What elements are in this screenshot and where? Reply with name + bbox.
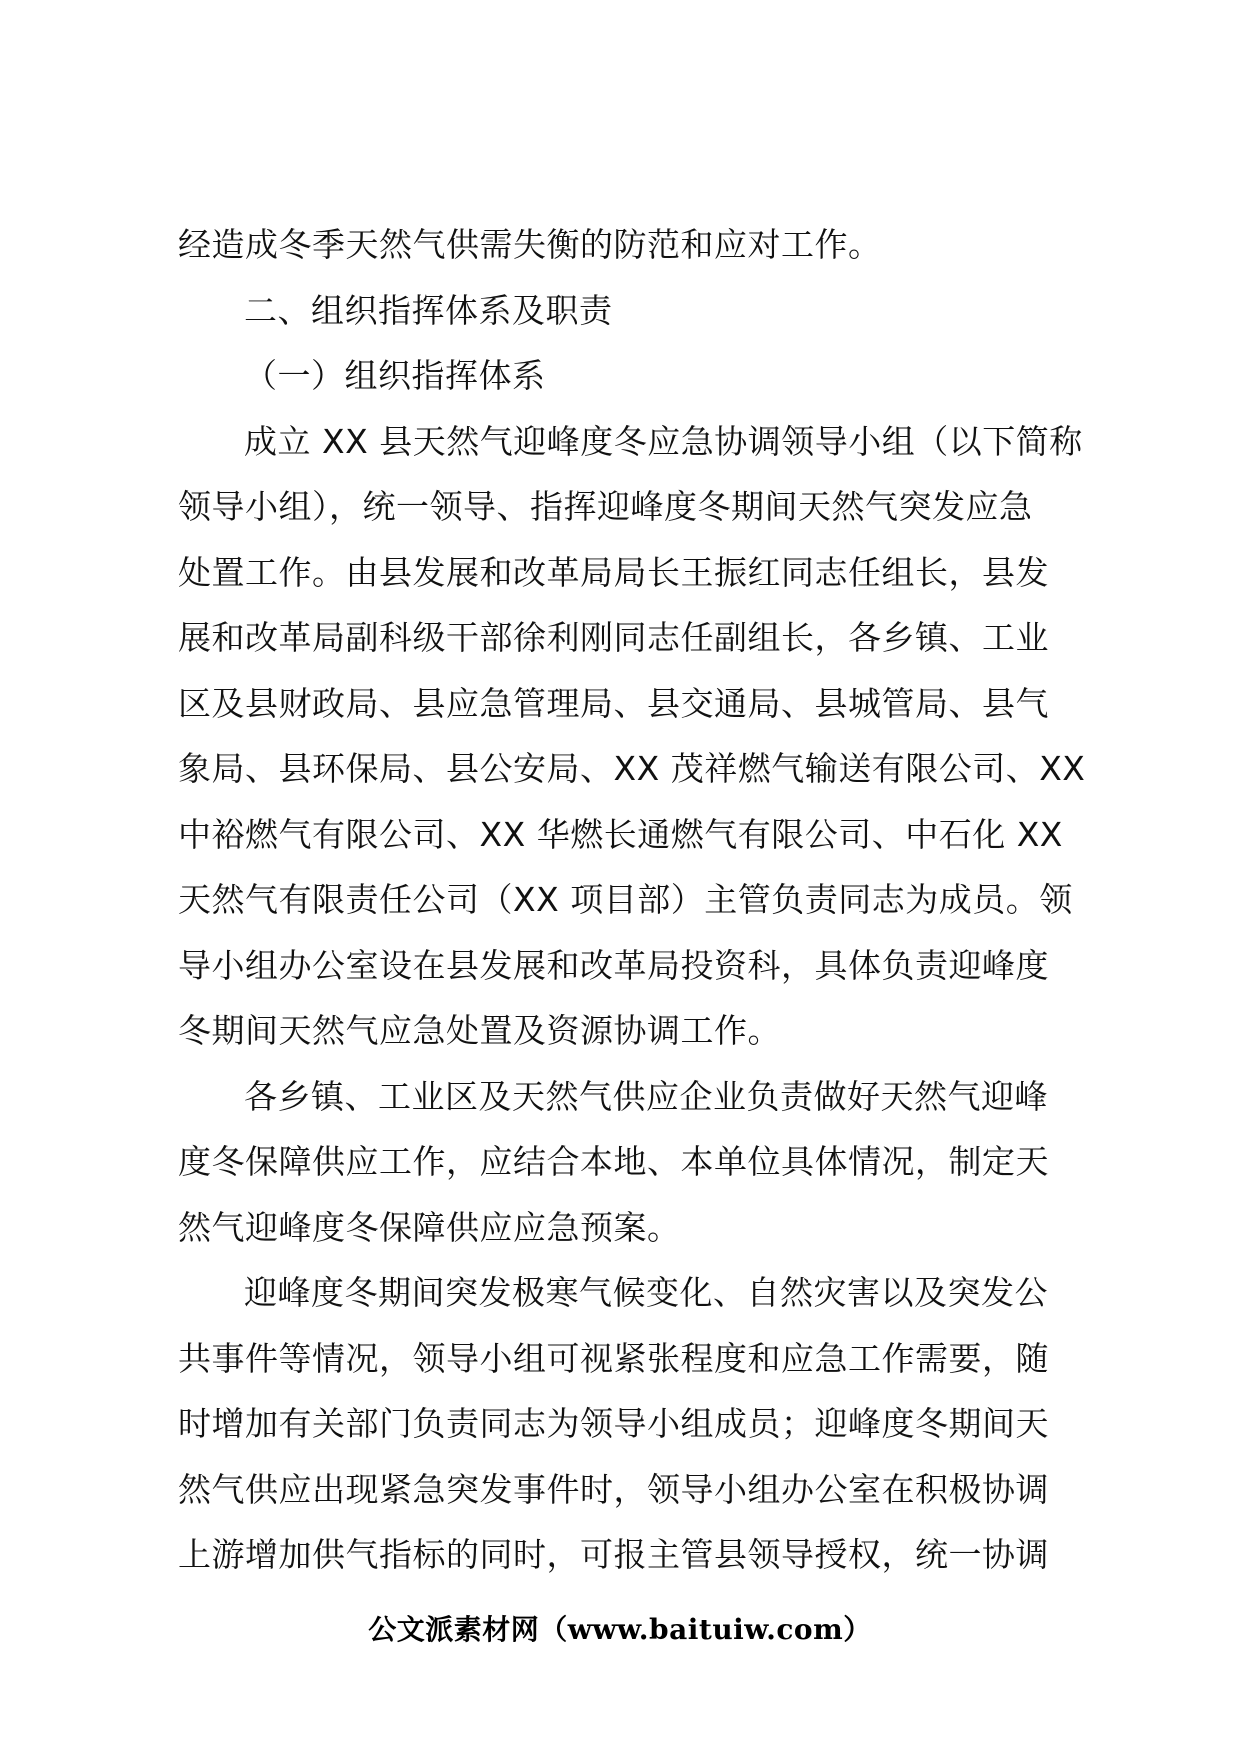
text-line: 处置工作。由县发展和改革局局长王振红同志任组长，县发 — [178, 552, 1049, 592]
document-body — [178, 212, 1086, 1588]
text-line: 然气供应出现紧急突发事件时，领导小组办公室在积极协调 — [178, 1469, 1049, 1509]
text-line: 上游增加供气指标的同时，可报主管县领导授权，统一协调 — [178, 1535, 1049, 1574]
text-line: 冬期间天然气应急处置及资源协调工作。 — [178, 1011, 781, 1050]
section-heading: 二、组织指挥体系及职责 — [244, 290, 613, 330]
text-line: 成立 XX 县天然气迎峰度冬应急协调领导小组（以下简称 — [244, 421, 1083, 461]
text-line: 各乡镇、工业区及天然气供应企业负责做好天然气迎峰 — [244, 1076, 1048, 1116]
text-line: 展和改革局副科级干部徐利刚同志任副组长，各乡镇、工业 — [178, 618, 1049, 657]
text-line: 区及县财政局、县应急管理局、县交通局、县城管局、县气 — [178, 683, 1049, 723]
text-line: 度冬保障供应工作，应结合本地、本单位具体情况，制定天 — [178, 1142, 1049, 1181]
text-line: 然气迎峰度冬保障供应应急预案。 — [178, 1207, 681, 1247]
text-line: 象局、县环保局、县公安局、XX 茂祥燃气输送有限公司、XX — [178, 749, 1086, 788]
text-line: 共事件等情况，领导小组可视紧张程度和应急工作需要，随 — [178, 1338, 1049, 1378]
text-line: 中裕燃气有限公司、XX 华燃长通燃气有限公司、中石化 XX — [178, 814, 1063, 854]
text-line: 领导小组），统一领导、指挥迎峰度冬期间天然气突发应急 — [178, 487, 1033, 526]
text-line: 天然气有限责任公司（XX 项目部）主管负责同志为成员。领 — [178, 880, 1073, 919]
footer-watermark: 公文派素材网（www.baituiw.com） — [368, 1613, 872, 1646]
text-line: 导小组办公室设在县发展和改革局投资科，具体负责迎峰度 — [178, 945, 1049, 985]
text-line: 时增加有关部门负责同志为领导小组成员；迎峰度冬期间天 — [178, 1404, 1049, 1443]
text-line: 经造成冬季天然气供需失衡的防范和应对工作。 — [178, 225, 882, 264]
subsection-heading: （一）组织指挥体系 — [244, 356, 546, 395]
text-line: 迎峰度冬期间突发极寒气候变化、自然灾害以及突发公 — [244, 1273, 1048, 1312]
